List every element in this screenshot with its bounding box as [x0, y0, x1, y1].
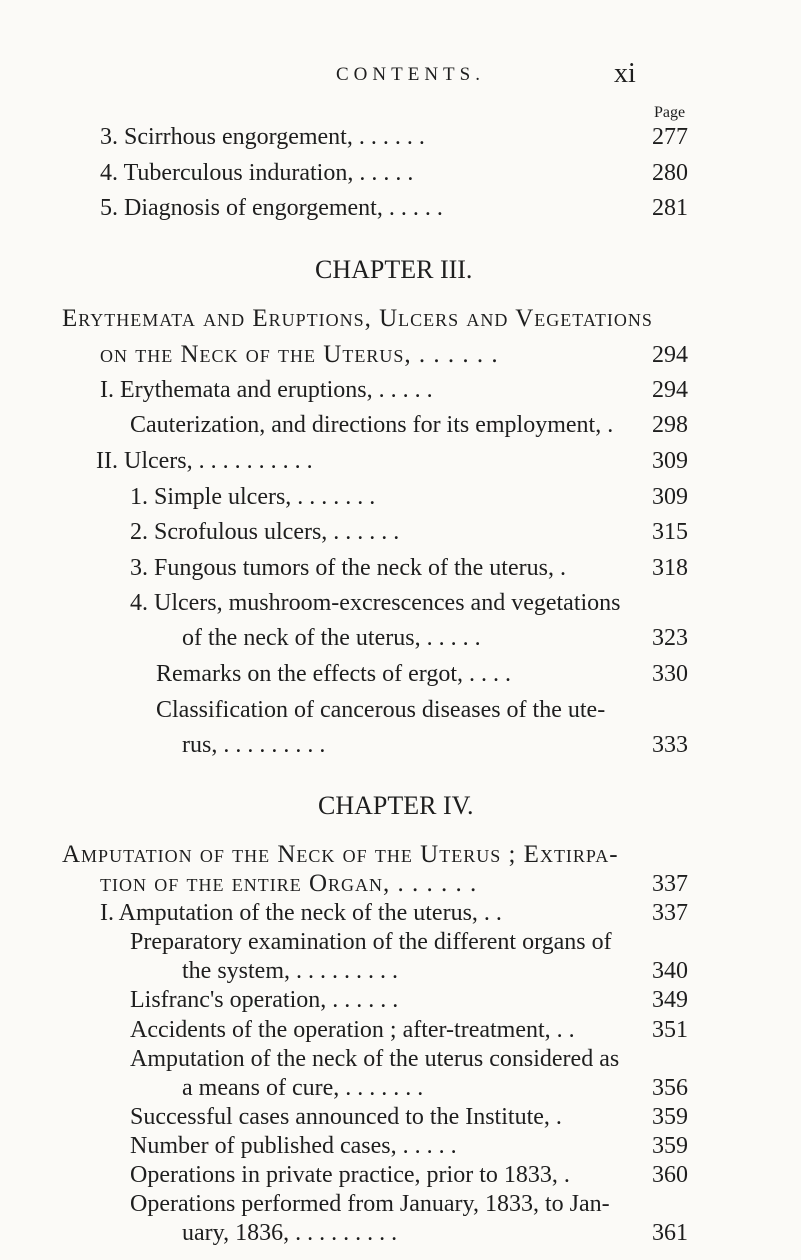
toc-page-number: 315 — [652, 519, 688, 545]
toc-page-number: 294 — [652, 377, 688, 403]
toc-entry: 4. Tuberculous induration, . . . . . — [100, 160, 414, 186]
toc-page-number: 318 — [652, 555, 688, 581]
chapter-title: Erythemata and Eruptions, Ulcers and Vegetations — [62, 305, 653, 332]
toc-entry: Remarks on the effects of ergot, . . . . — [156, 661, 512, 687]
toc-entry: 3. Scirrhous engorgement, . . . . . . — [100, 124, 425, 150]
toc-page-number: 359 — [652, 1103, 688, 1130]
toc-entry: Preparatory examination of the different organs of — [130, 929, 612, 956]
toc-entry: Operations performed from January, 1833, to Jan- — [130, 1190, 610, 1217]
header-title: CONTENTS. — [336, 64, 485, 85]
toc-page-number: 309 — [652, 448, 688, 474]
toc-entry: 2. Scrofulous ulcers, . . . . . . — [130, 519, 400, 545]
toc-entry: Number of published cases, . . . . . — [130, 1132, 457, 1159]
toc-page-number: 280 — [652, 160, 688, 186]
toc-page-number: 330 — [652, 661, 688, 687]
toc-entry: Operations in private practice, prior to 1833, . — [130, 1161, 570, 1188]
toc-page-number: 277 — [652, 124, 688, 150]
toc-entry: Amputation of the neck of the uterus considered as — [130, 1045, 620, 1072]
toc-entry: 5. Diagnosis of engorgement, . . . . . — [100, 195, 443, 221]
chapter-title-continued: on the Neck of the Uterus, . . . . . . — [100, 341, 499, 368]
toc-page-number: 359 — [652, 1132, 688, 1159]
toc-entry-continued: rus, . . . . . . . . . — [182, 732, 326, 758]
header-page-number: xi — [614, 58, 636, 89]
toc-entry: II. Ulcers, . . . . . . . . . . — [96, 448, 313, 474]
toc-entry: 3. Fungous tumors of the neck of the uterus, . — [130, 555, 566, 581]
chapter-heading: CHAPTER IV. — [318, 791, 474, 820]
toc-page-number: 298 — [652, 412, 688, 438]
toc-page-number: 349 — [652, 987, 688, 1014]
chapter-heading: CHAPTER III. — [315, 255, 473, 284]
toc-page-number: 361 — [652, 1220, 688, 1246]
toc-page-number: 281 — [652, 195, 688, 221]
chapter-title-continued: tion of the entire Organ, . . . . . . — [100, 870, 478, 898]
toc-entry-continued: of the neck of the uterus, . . . . . — [182, 625, 481, 651]
toc-entry: I. Amputation of the neck of the uterus, . . — [100, 900, 502, 927]
toc-page-number: 309 — [652, 484, 688, 510]
toc-entry: I. Erythemata and eruptions, . . . . . — [100, 377, 433, 403]
toc-page-number: 323 — [652, 625, 688, 651]
toc-page-number: 360 — [652, 1161, 688, 1188]
toc-page-number: 351 — [652, 1016, 688, 1043]
toc-entry: 4. Ulcers, mushroom-excrescences and vegetations — [130, 590, 621, 616]
toc-entry: Cauterization, and directions for its employment, . — [130, 412, 614, 438]
toc-page-number: 337 — [652, 871, 688, 898]
toc-entry: Successful cases announced to the Institute, . — [130, 1103, 562, 1130]
toc-page-number: 337 — [652, 900, 688, 927]
toc-page-number: 333 — [652, 732, 688, 758]
toc-entry: Accidents of the operation ; after-treatment, . . — [130, 1016, 575, 1043]
toc-page-number: 294 — [652, 342, 688, 368]
running-header — [0, 58, 801, 98]
toc-page-number: 356 — [652, 1074, 688, 1101]
toc-entry-continued: the system, . . . . . . . . . — [182, 958, 398, 985]
page-column-label: Page — [654, 104, 686, 121]
toc-entry: Classification of cancerous diseases of the ute- — [156, 697, 606, 723]
toc-entry: 1. Simple ulcers, . . . . . . . — [130, 484, 376, 510]
toc-page-number: 340 — [652, 958, 688, 985]
toc-entry-continued: a means of cure, . . . . . . . — [182, 1074, 424, 1101]
toc-entry-continued: uary, 1836, . . . . . . . . . — [182, 1220, 398, 1246]
chapter-title: Amputation of the Neck of the Uterus ; Extirpa- — [62, 841, 619, 868]
toc-entry: Lisfranc's operation, . . . . . . — [130, 987, 399, 1014]
